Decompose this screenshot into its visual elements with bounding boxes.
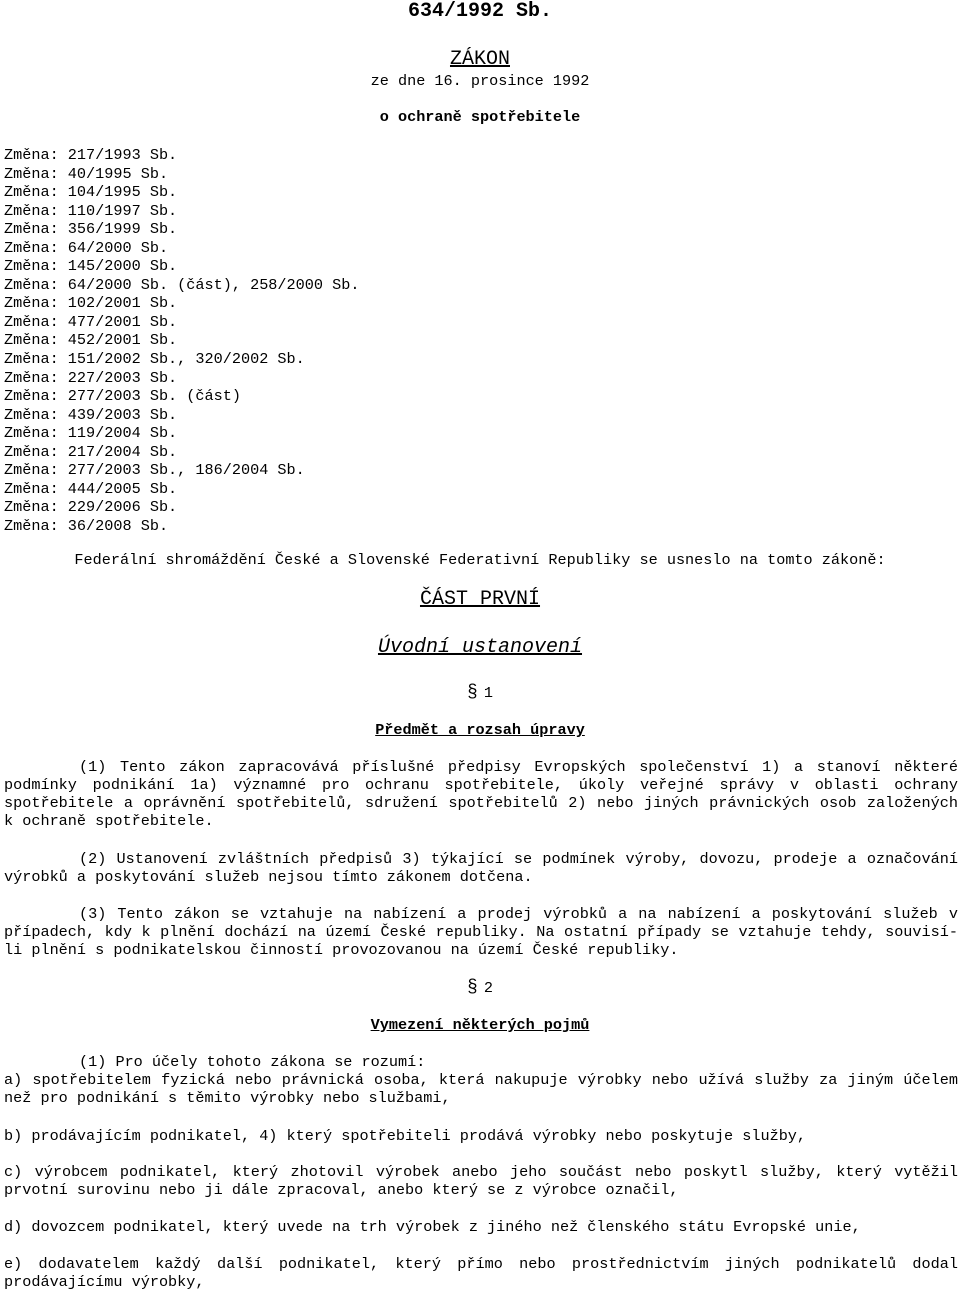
part-title: ČÁST PRVNÍ (419, 588, 541, 611)
preamble: Federální shromáždění České a Slovenské Federativní Republiky se usneslo na tomto zákoně: (74, 551, 886, 569)
law-date: ze dne 16. prosince 1992 (370, 72, 590, 90)
amendment-item: Změna: 439/2003 Sb. (4, 405, 178, 424)
section-1-heading (0, 684, 960, 702)
section-number: 2 (483, 979, 493, 997)
section-1-title: Předmět a rozsah úpravy (375, 721, 585, 739)
amendment-item: Změna: 40/1995 Sb. (4, 164, 169, 183)
amendment-item: Změna: 64/2000 Sb. (část), 258/2000 Sb. (4, 275, 360, 294)
amendment-item: Změna: 145/2000 Sb. (4, 257, 178, 276)
amendments-list (4, 146, 359, 535)
law-subject: o ochraně spotřebitele (379, 108, 581, 126)
law-type-heading: ZÁKON (449, 48, 510, 71)
amendment-item: Změna: 277/2003 Sb., 186/2004 Sb. (4, 461, 305, 480)
document-number: 634/1992 Sb. (407, 0, 553, 23)
section-symbol: § (467, 683, 478, 703)
amendment-item: Změna: 277/2003 Sb. (část) (4, 387, 241, 406)
section-1-paragraph-3: (3) Tento zákon se vztahuje na nabízení a prodej výrobků a na nabízení a poskytování služeb v případech, kdy k plnění dochází na území České republiky. Na ostatní případy se vztahuje tehdy, souvisí-li plnění s podnikatelskou činností provozovanou na území České republiky. (4, 905, 958, 959)
amendment-item: Změna: 477/2001 Sb. (4, 312, 178, 331)
amendment-item: Změna: 119/2004 Sb. (4, 424, 178, 443)
amendment-item: Změna: 356/1999 Sb. (4, 220, 178, 239)
amendment-item: Změna: 227/2003 Sb. (4, 368, 178, 387)
amendment-item: Změna: 64/2000 Sb. (4, 238, 169, 257)
amendment-item: Změna: 36/2008 Sb. (4, 516, 169, 535)
section-2-heading (0, 979, 960, 997)
amendment-item: Změna: 102/2001 Sb. (4, 294, 178, 313)
amendment-item: Změna: 104/1995 Sb. (4, 183, 178, 202)
amendment-item: Změna: 444/2005 Sb. (4, 479, 178, 498)
definition-item-c: c) výrobcem podnikatel, který zhotovil výrobek anebo jeho součást nebo poskytl služby, který vytěžil prvotní surovinu nebo ji dále zpracoval, anebo který se z výrobce označil, (4, 1163, 958, 1199)
amendment-item: Změna: 229/2006 Sb. (4, 498, 178, 517)
definition-item-d: d) dovozcem podnikatel, který uvede na trh výrobek z jiného než členského státu Evropské unie, (4, 1218, 861, 1236)
section-number: 1 (483, 684, 493, 702)
amendment-item: Změna: 110/1997 Sb. (4, 201, 178, 220)
section-1-paragraph-2: (2) Ustanovení zvláštních předpisů 3) týkající se podmínek výroby, dovozu, prodeje a označování výrobků a poskytování služeb nejsou tímto zákonem dotčena. (4, 850, 958, 886)
section-2-intro: (1) Pro účely tohoto zákona se rozumí: (79, 1053, 426, 1071)
amendment-item: Změna: 217/1993 Sb. (4, 146, 178, 164)
amendment-item: Změna: 452/2001 Sb. (4, 331, 178, 350)
section-2-title: Vymezení některých pojmů (370, 1016, 590, 1034)
definition-item-a: a) spotřebitelem fyzická nebo právnická osoba, která nakupuje výrobky nebo užívá služby za jiným účelem než pro podnikání s těmito výrobky nebo službami, (4, 1071, 958, 1107)
amendment-item: Změna: 217/2004 Sb. (4, 442, 178, 461)
chapter-title: Úvodní ustanovení (377, 636, 583, 659)
amendment-item: Změna: 151/2002 Sb., 320/2002 Sb. (4, 350, 305, 369)
section-1-paragraph-1: (1) Tento zákon zapracovává příslušné předpisy Evropských společenství 1) a stanoví některé podmínky podnikání 1a) významné pro ochranu spotřebitele, úkoly veřejné správy v oblasti ochrany spotřebitele a oprávnění spotřebitelů, sdružení spotřebitelů 2) nebo jiných právnických osob založených k ochraně spotřebitele. (4, 758, 958, 830)
definition-item-e: e) dodavatelem každý další podnikatel, který přímo nebo prostřednictvím jiných podnikatelů dodal prodávajícímu výrobky, (4, 1255, 958, 1291)
definition-item-b: b) prodávajícím podnikatel, 4) který spotřebiteli prodává výrobky nebo poskytuje služby, (4, 1127, 807, 1145)
section-symbol: § (467, 978, 478, 998)
